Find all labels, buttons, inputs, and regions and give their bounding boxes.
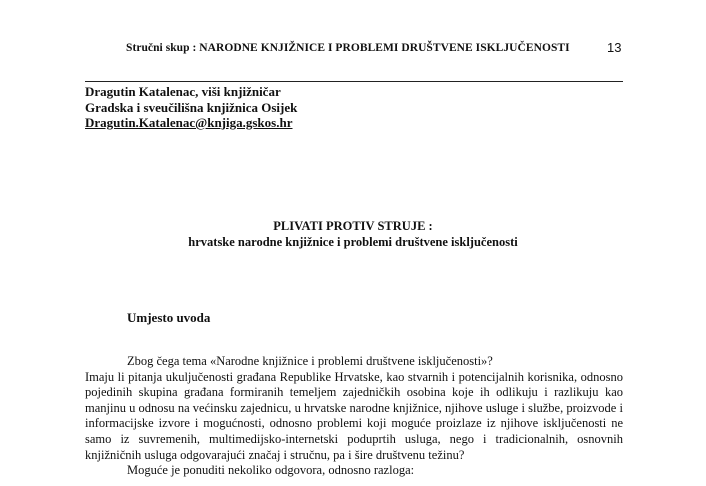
section-heading: Umjesto uvoda [127, 310, 211, 325]
title-main: PLIVATI PROTIV STRUJE : [273, 219, 433, 233]
header-rule [85, 81, 623, 82]
paragraph: Moguće je ponuditi nekoliko odgovora, odnosno razloga: [127, 463, 415, 478]
document-title [0, 218, 706, 250]
author-email-link[interactable]: Dragutin.Katalenac@knjiga.gskos.hr [85, 115, 293, 130]
author-name: Dragutin Katalenac, viši knjižničar [85, 84, 281, 99]
author-block [85, 84, 297, 131]
running-header: Stručni skup : NARODNE KNJIŽNICE I PROBLEMI DRUŠTVENE ISKLJUČENOSTI [126, 42, 570, 54]
paragraph: Zbog čega tema «Narodne knjižnice i problemi društvene isključenosti»? [127, 354, 493, 368]
author-institution: Gradska i sveučilišna knjižnica Osijek [85, 99, 298, 115]
body-text [85, 354, 623, 479]
title-subtitle: hrvatske narodne knjižnice i problemi društvene isključenosti [188, 235, 518, 249]
page-number: 13 [607, 40, 622, 55]
paragraph: Imaju li pitanja ukuljučenosti građana Republike Hrvatske, kao stvarnih i potencijalnih korisnika, odnosno pojedinih skupina građana formiranih temeljem zajedničkih osobina koje ih odlikuju i razlikuju kao manjinu u odnosu na većinsku zajednicu, u hrvatske narodne knjižnice, njihove usluge i službe, proizvode i informacijske izvore i mogućnosti, odnosno problemi koji moguće proizlaze iz njihove isključenosti ne samo iz suvremenih, multimedijsko-internetski poduprtih usluga, nego i tradicionalnih, osnovnih knjižničnih usluga odgovarajući značaj i stručnu, pa i šire društvenu težinu? [85, 369, 623, 462]
